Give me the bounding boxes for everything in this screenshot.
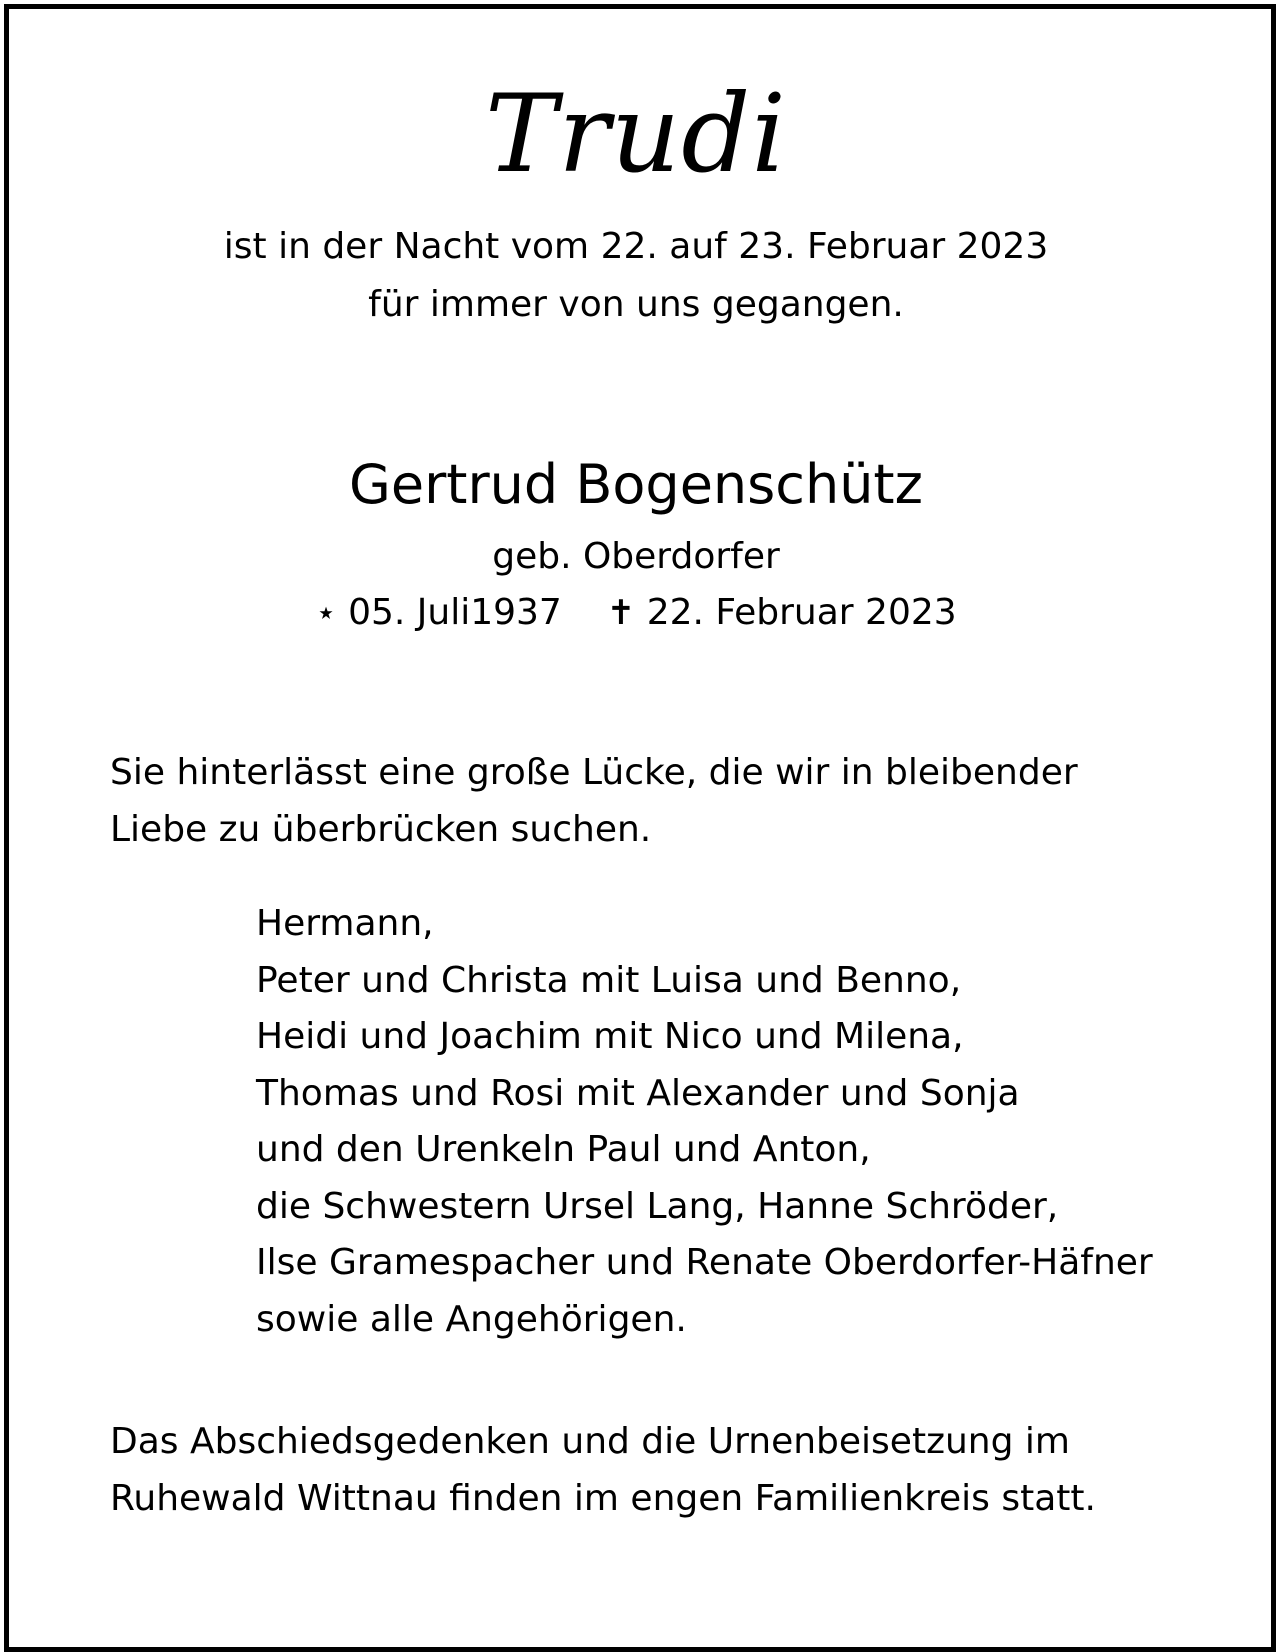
closing-line: Ruhewald Wittnau finden im engen Familienkreis statt. xyxy=(110,1478,1096,1519)
mourner-line: Ilse Gramespacher und Renate Oberdorfer-Häfner xyxy=(256,1242,1153,1283)
life-dates xyxy=(0,587,1272,639)
mourner-line: Thomas und Rosi mit Alexander und Sonja xyxy=(256,1072,1020,1114)
mourner-line: sowie alle Angehörigen. xyxy=(256,1298,687,1340)
intro-text xyxy=(0,218,1272,334)
mourner-line: die Schwestern Ursel Lang, Hanne Schröder, xyxy=(256,1185,1059,1227)
death-cross-icon: ✝ xyxy=(606,593,636,633)
death-date: 22. Februar 2023 xyxy=(646,592,957,633)
message-line: Sie hinterlässt eine große Lücke, die wir in bleibender xyxy=(110,752,1078,793)
full-name: Gertrud Bogenschütz xyxy=(349,453,923,516)
message-paragraph xyxy=(110,744,1240,858)
closing-paragraph xyxy=(110,1413,1240,1527)
birth-date: 05. Juli1937 xyxy=(348,592,562,633)
mourners-list xyxy=(256,896,1256,1348)
intro-line: ist in der Nacht vom 22. auf 23. Februar 2023 xyxy=(223,226,1049,267)
maiden-name: geb. Oberdorfer xyxy=(492,536,780,577)
closing-line: Das Abschiedsgedenken und die Urnenbeisetzung im xyxy=(110,1421,1070,1462)
intro-line: für immer von uns gegangen. xyxy=(368,284,904,325)
mourner-line: und den Urenkeln Paul und Anton, xyxy=(256,1129,871,1170)
mourner-line: Heidi und Joachim mit Nico und Milena, xyxy=(256,1016,964,1057)
mourner-line: Peter und Christa mit Luisa und Benno, xyxy=(256,959,962,1001)
message-line: Liebe zu überbrücken suchen. xyxy=(110,809,652,850)
mourner-line: Hermann, xyxy=(256,903,434,944)
first-name-heading: Trudi xyxy=(485,72,787,197)
birth-star-icon: ⋆ xyxy=(315,593,337,633)
